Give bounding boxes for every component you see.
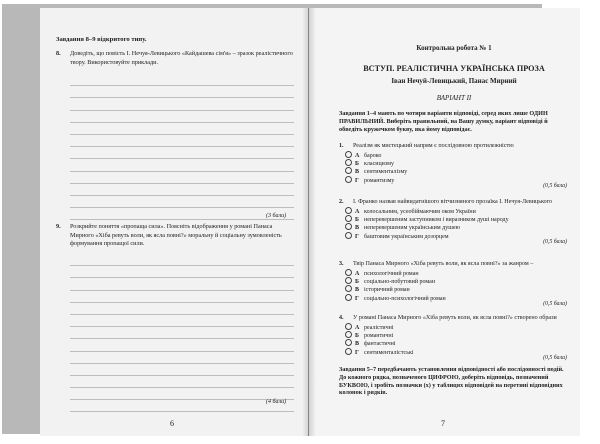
question-2 (339, 198, 567, 246)
book-spine (302, 8, 316, 436)
option[interactable]: А реалістичні (345, 323, 567, 331)
question-points: (0,5 бала) (543, 238, 567, 245)
task-9-points: (4 бали) (266, 399, 287, 405)
option[interactable]: Б неперевершеним заступником і виразником душі народу (345, 215, 567, 223)
option[interactable]: В неперевершеним українським душею (345, 223, 567, 231)
question-1 (339, 142, 567, 190)
section-title: Завдання 8–9 відкритого типу. (56, 36, 147, 43)
option[interactable]: А колосальним, усеобіймаючим оком України (345, 207, 567, 215)
answer-options (345, 151, 567, 184)
right-page (309, 8, 580, 436)
task-8-points: (3 бали) (266, 213, 287, 219)
question-text: І. Франко назвав найвидатнішого вітчизняного прозаїка І. Нечуя-Левицького (353, 199, 553, 205)
option-circle-icon (345, 269, 352, 276)
question-number: 4. (339, 315, 344, 321)
option[interactable]: А бароко (345, 151, 567, 159)
option-circle-icon (345, 331, 352, 338)
task-9-text: Розкрийте поняття «пропаща сила». Поясніть відображення у романі Панаса Мирного «Хіба ревуть воли, як ясла повні?» моральну й соціальну зумовленість формування пропащої сили. (70, 223, 282, 248)
option[interactable]: Г романтизму (345, 176, 567, 184)
option-circle-icon (345, 159, 352, 166)
question-points: (0,5 бала) (543, 300, 567, 307)
question-4 (339, 314, 567, 362)
option[interactable]: А психологічний роман (345, 269, 567, 277)
question-text: Твір Панаса Мирного «Хіба ревуть воли, як ясла повні?» за жанром – (353, 261, 534, 267)
question-number: 3. (339, 261, 344, 267)
question-text: Реалізм як мистецький напрям є послідовною протилежністю (353, 143, 514, 149)
control-work-title: Контрольна робота № 1 (416, 44, 492, 52)
page-number-left: 6 (170, 419, 174, 428)
option[interactable]: Б соціально-побутовий роман (345, 277, 567, 285)
option-circle-icon (345, 339, 352, 346)
task-8-text: Доведіть, що повість І. Нечуя-Левицького «Кайдашева сім'я» – зразок реалістичного твору. Використовуйте приклади. (70, 50, 293, 66)
answer-options (345, 323, 567, 356)
option-circle-icon (345, 176, 352, 183)
question-points: (0,5 бала) (543, 354, 567, 361)
question-text: У романі Панаса Мирного «Хіба ревуть воли, як ясла повні?» створено образи (353, 315, 557, 321)
option[interactable]: Г соціально-психологічний роман (345, 294, 567, 302)
open-workbook (40, 8, 580, 438)
answer-options (345, 269, 567, 302)
option[interactable]: В фантастичні (345, 339, 567, 347)
option-circle-icon (345, 285, 352, 292)
section-heading: ВСТУП. РЕАЛІСТИЧНА УКРАЇНСЬКА ПРОЗА (363, 64, 545, 73)
option-circle-icon (345, 232, 352, 239)
option-circle-icon (345, 277, 352, 284)
instructions-1-4: Завдання 1–4 мають по чотири варіанти відповіді, серед яких лише ОДИН ПРАВИЛЬНИЙ. Виберіть правильний, на Вашу думку, варіант відповіді й обведіть кружечком букву, яка йому відповідає. (339, 110, 548, 133)
task-8-answer-lines[interactable] (70, 74, 294, 220)
task-8-number: 8. (56, 50, 61, 57)
option-circle-icon (345, 294, 352, 301)
variant-label: ВАРІАНТ ІІ (436, 94, 472, 102)
option-circle-icon (345, 215, 352, 222)
authors-line: Іван Нечуй-Левицький, Панас Мирний (391, 77, 517, 85)
task-9 (56, 223, 294, 249)
instructions-5-7: Завдання 5–7 передбачають установлення відповідності або послідовності подій. До кожного рядка, позначеного ЦИФРОЮ, доберіть відповідь, позначений БУКВОЮ, і зробіть позначки (х) у таблицях відповідей на перетині відповідних колонок і рядків. (339, 366, 564, 397)
option[interactable]: Б романтичні (345, 331, 567, 339)
question-number: 1. (339, 143, 344, 149)
option[interactable]: Г сентименталістські (345, 348, 567, 356)
option[interactable]: Г баштовим українським дозорцем (345, 232, 567, 240)
option[interactable]: Б класицизму (345, 159, 567, 167)
task-8 (56, 50, 294, 67)
option-circle-icon (345, 223, 352, 230)
question-3 (339, 260, 567, 308)
task-9-answer-lines[interactable] (70, 254, 294, 412)
option[interactable]: В історичний роман (345, 285, 567, 293)
question-number: 2. (339, 199, 344, 205)
answer-options (345, 207, 567, 240)
option-circle-icon (345, 167, 352, 174)
option[interactable]: В сентименталізму (345, 167, 567, 175)
question-points: (0,5 бала) (543, 182, 567, 189)
option-circle-icon (345, 323, 352, 330)
left-page (40, 8, 309, 436)
option-circle-icon (345, 207, 352, 214)
page-number-right: 7 (441, 419, 445, 428)
option-circle-icon (345, 348, 352, 355)
option-circle-icon (345, 151, 352, 158)
task-9-number: 9. (56, 223, 61, 230)
